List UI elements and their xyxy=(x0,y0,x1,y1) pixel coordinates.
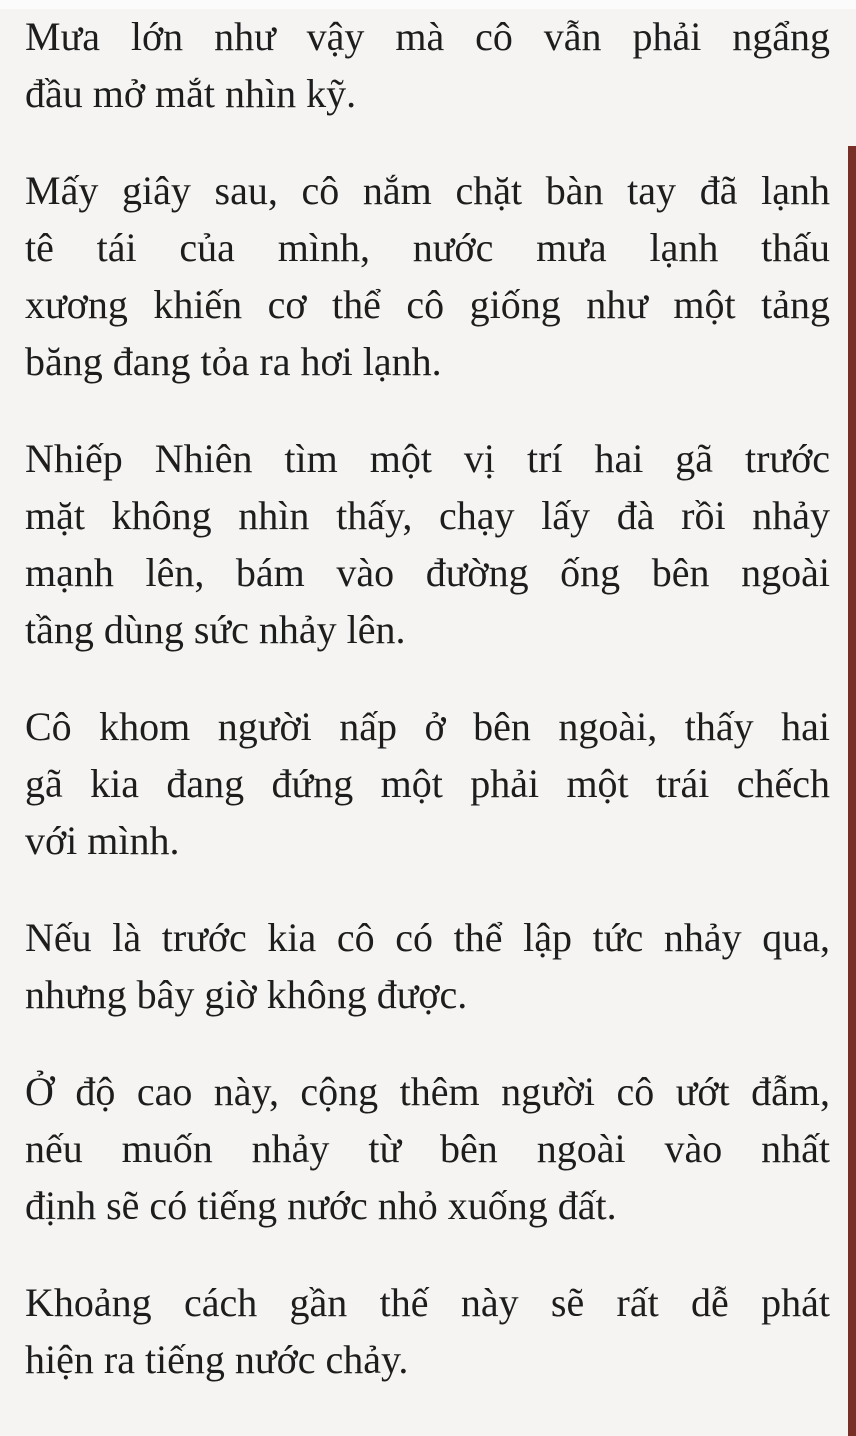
text-line: hiện ra tiếng nước chảy. xyxy=(25,1337,409,1382)
text-line: Nếu là trước kia cô có thể lập tức nhảy qua, xyxy=(25,915,830,960)
text-line: tầng dùng sức nhảy lên. xyxy=(25,607,406,652)
text-line: xương khiến cơ thể cô giống như một tảng xyxy=(25,282,830,327)
text-line: Mấy giây sau, cô nắm chặt bàn tay đã lạnh xyxy=(25,168,830,213)
paragraph xyxy=(25,162,830,390)
paragraph xyxy=(25,909,830,1023)
paragraph xyxy=(25,430,830,658)
paragraph xyxy=(25,698,830,869)
scroll-indicator-thumb[interactable] xyxy=(848,146,856,1436)
paragraph xyxy=(25,1063,830,1234)
text-line: định sẽ có tiếng nước nhỏ xuống đất. xyxy=(25,1183,617,1228)
paragraph xyxy=(25,1274,830,1388)
page-text xyxy=(25,8,830,1388)
text-line: nếu muốn nhảy từ bên ngoài vào nhất xyxy=(25,1126,830,1171)
text-line: đầu mở mắt nhìn kỹ. xyxy=(25,71,357,116)
text-line: mạnh lên, bám vào đường ống bên ngoài xyxy=(25,550,830,595)
text-line: mặt không nhìn thấy, chạy lấy đà rồi nhảy xyxy=(25,493,830,538)
text-line: Cô khom người nấp ở bên ngoài, thấy hai xyxy=(25,704,830,749)
text-line: nhưng bây giờ không được. xyxy=(25,972,468,1017)
text-line: tê tái của mình, nước mưa lạnh thấu xyxy=(25,225,830,270)
paragraph xyxy=(25,8,830,122)
text-line: băng đang tỏa ra hơi lạnh. xyxy=(25,339,442,384)
text-line: Mưa lớn như vậy mà cô vẫn phải ngẩng xyxy=(25,14,830,59)
text-line: với mình. xyxy=(25,818,180,863)
text-line: Ở độ cao này, cộng thêm người cô ướt đẫm, xyxy=(25,1069,830,1114)
text-line: Khoảng cách gần thế này sẽ rất dễ phát xyxy=(25,1280,830,1325)
text-line: Nhiếp Nhiên tìm một vị trí hai gã trước xyxy=(25,436,830,481)
text-line: gã kia đang đứng một phải một trái chếch xyxy=(25,761,830,806)
